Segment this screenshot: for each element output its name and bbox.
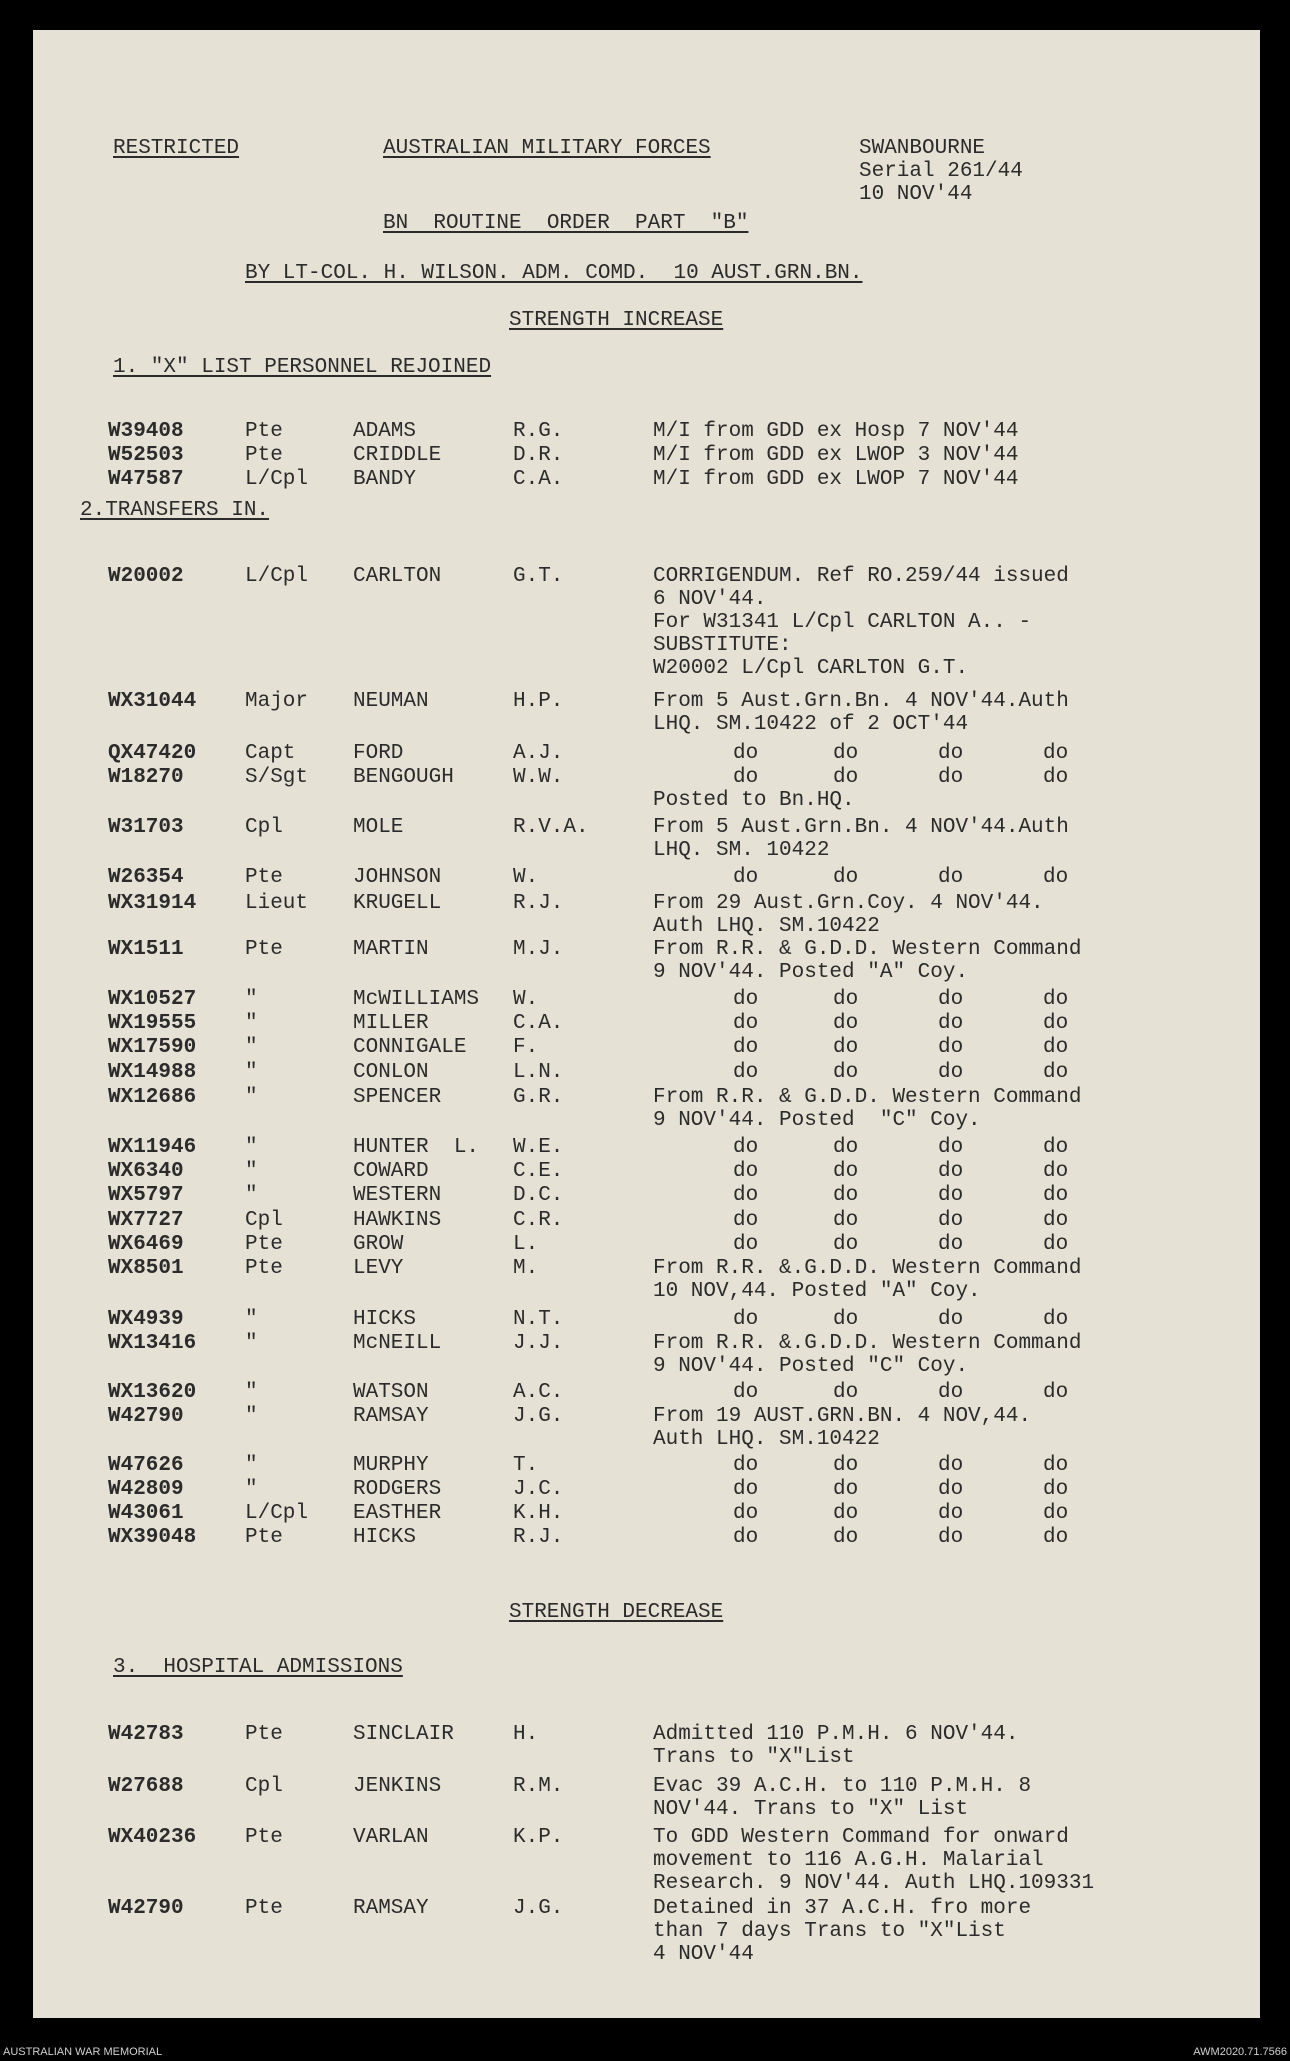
transfer-initials: R.J. <box>513 1526 564 1549</box>
transfer-rank: " <box>245 988 258 1011</box>
transfer-service-number: WX6469 <box>108 1233 184 1256</box>
transfer-ditto-mark: do <box>938 988 964 1011</box>
transfer-ditto-mark: do <box>833 1454 859 1477</box>
transfer-ditto-mark: do <box>833 1036 859 1059</box>
transfer-service-number: WX19555 <box>108 1012 197 1035</box>
transfer-service-number: WX14988 <box>108 1061 197 1084</box>
transfer-service-number: W20002 <box>108 565 184 588</box>
x-list-service-number: W39408 <box>108 420 184 443</box>
transfer-ditto-mark: do <box>833 1160 859 1183</box>
transfer-ditto-mark: do <box>938 866 964 889</box>
transfer-service-number: W43061 <box>108 1502 184 1525</box>
transfer-surname: McNEILL <box>353 1332 442 1355</box>
transfer-initials: J.J. <box>513 1332 564 1355</box>
hospital-remarks-line: 4 NOV'44 <box>653 1943 754 1966</box>
transfer-initials: G.R. <box>513 1086 564 1109</box>
transfer-ditto-mark: do <box>1043 1209 1069 1232</box>
transfer-ditto-mark: do <box>733 1036 759 1059</box>
transfer-ditto-mark: do <box>1043 1160 1069 1183</box>
transfer-service-number: WX11946 <box>108 1136 197 1159</box>
transfer-surname: CONNIGALE <box>353 1036 467 1059</box>
order-title: BN ROUTINE ORDER PART "B" <box>383 212 749 235</box>
transfer-service-number: W42809 <box>108 1478 184 1501</box>
transfer-ditto-mark: do <box>938 742 964 765</box>
transfer-ditto-mark: do <box>1043 1381 1069 1404</box>
transfer-surname: FORD <box>353 742 404 765</box>
transfer-rank: Pte <box>245 938 283 961</box>
hospital-rank: Pte <box>245 1723 283 1746</box>
serial-number: Serial 261/44 <box>859 160 1023 183</box>
transfer-ditto-mark: do <box>938 1184 964 1207</box>
x-list-surname: ADAMS <box>353 420 417 443</box>
footer-accession-number: AWM2020.71.7566 <box>1193 2046 1287 2058</box>
x-list-rank: Pte <box>245 444 283 467</box>
transfer-surname: MOLE <box>353 816 404 839</box>
transfer-rank: " <box>245 1136 258 1159</box>
transfer-ditto-mark: do <box>1043 1502 1069 1525</box>
transfer-ditto-mark: do <box>938 1233 964 1256</box>
hospital-service-number: WX40236 <box>108 1826 197 1849</box>
transfer-service-number: WX1511 <box>108 938 184 961</box>
transfer-surname: EASTHER <box>353 1502 442 1525</box>
transfer-rank: L/Cpl <box>245 565 309 588</box>
transfer-ditto-mark: do <box>938 1454 964 1477</box>
transfer-service-number: WX39048 <box>108 1526 197 1549</box>
transfer-surname: LEVY <box>353 1257 404 1280</box>
transfer-rank: " <box>245 1308 258 1331</box>
x-list-service-number: W47587 <box>108 468 184 491</box>
transfer-ditto-mark: do <box>733 742 759 765</box>
transfer-rank: Cpl <box>245 1209 283 1232</box>
transfer-ditto-mark: do <box>833 1184 859 1207</box>
transfer-surname: RODGERS <box>353 1478 442 1501</box>
transfer-rank: L/Cpl <box>245 1502 309 1525</box>
transfer-rank: " <box>245 1061 258 1084</box>
x-list-initials: R.G. <box>513 420 564 443</box>
transfer-remarks-line: Auth LHQ. SM.10422 <box>653 915 880 938</box>
transfer-rank: Lieut <box>245 892 309 915</box>
transfer-service-number: W47626 <box>108 1454 184 1477</box>
transfer-rank: " <box>245 1012 258 1035</box>
transfer-initials: G.T. <box>513 565 564 588</box>
transfer-remarks-line: LHQ. SM. 10422 <box>653 839 830 862</box>
hospital-initials: J.G. <box>513 1897 564 1920</box>
transfer-ditto-mark: do <box>1043 1526 1069 1549</box>
transfer-ditto-mark: do <box>833 1012 859 1035</box>
transfer-service-number: WX31044 <box>108 690 197 713</box>
transfer-rank: " <box>245 1405 258 1428</box>
hospital-surname: SINCLAIR <box>353 1723 454 1746</box>
transfer-ditto-mark: do <box>938 1526 964 1549</box>
transfer-remarks-line: W20002 L/Cpl CARLTON G.T. <box>653 657 969 680</box>
transfer-ditto-mark: do <box>833 1381 859 1404</box>
transfer-initials: N.T. <box>513 1308 564 1331</box>
transfer-surname: JOHNSON <box>353 866 442 889</box>
transfer-surname: WATSON <box>353 1381 429 1404</box>
transfer-ditto-mark: do <box>733 1233 759 1256</box>
transfer-service-number: WX10527 <box>108 988 197 1011</box>
transfer-surname: NEUMAN <box>353 690 429 713</box>
transfer-service-number: QX47420 <box>108 742 197 765</box>
hospital-remarks-line: movement to 116 A.G.H. Malarial <box>653 1849 1044 1872</box>
transfer-rank: " <box>245 1184 258 1207</box>
transfer-surname: COWARD <box>353 1160 429 1183</box>
transfer-surname: GROW <box>353 1233 404 1256</box>
transfer-service-number: WX6340 <box>108 1160 184 1183</box>
transfer-initials: J.C. <box>513 1478 564 1501</box>
transfer-ditto-mark: do <box>733 1454 759 1477</box>
transfer-remarks-line: From R.R. &.G.D.D. Western Command <box>653 1257 1082 1280</box>
transfer-service-number: WX5797 <box>108 1184 184 1207</box>
transfer-initials: M.J. <box>513 938 564 961</box>
transfer-service-number: W42790 <box>108 1405 184 1428</box>
transfer-remarks-line: SUBSTITUTE: <box>653 634 792 657</box>
hospital-initials: R.M. <box>513 1775 564 1798</box>
transfer-remarks-line: 9 NOV'44. Posted "C" Coy. <box>653 1109 981 1132</box>
transfer-ditto-mark: do <box>938 1209 964 1232</box>
transfer-remarks-line: 9 NOV'44. Posted "A" Coy. <box>653 961 969 984</box>
transfer-remarks-line: CORRIGENDUM. Ref RO.259/44 issued <box>653 565 1069 588</box>
transfer-remarks-line: From 5 Aust.Grn.Bn. 4 NOV'44.Auth <box>653 690 1069 713</box>
transfer-surname: MURPHY <box>353 1454 429 1477</box>
transfer-initials: L.N. <box>513 1061 564 1084</box>
transfer-remarks-line: From R.R. &.G.D.D. Western Command <box>653 1332 1082 1355</box>
transfer-surname: HAWKINS <box>353 1209 442 1232</box>
transfer-ditto-mark: do <box>1043 1308 1069 1331</box>
transfer-ditto-mark: do <box>1043 1184 1069 1207</box>
transfer-remarks-line: LHQ. SM.10422 of 2 OCT'44 <box>653 713 969 736</box>
transfer-ditto-mark: do <box>938 1308 964 1331</box>
transfer-ditto-mark: do <box>833 1136 859 1159</box>
transfer-rank: Pte <box>245 1526 283 1549</box>
hospital-initials: K.P. <box>513 1826 564 1849</box>
hospital-service-number: W27688 <box>108 1775 184 1798</box>
transfer-ditto-mark: do <box>733 1381 759 1404</box>
transfer-ditto-mark: do <box>1043 988 1069 1011</box>
transfer-initials: T. <box>513 1454 539 1477</box>
transfer-surname: CONLON <box>353 1061 429 1084</box>
hospital-rank: Pte <box>245 1826 283 1849</box>
hospital-remarks-line: than 7 days Trans to "X"List <box>653 1920 1006 1943</box>
transfer-ditto-mark: do <box>733 988 759 1011</box>
transfer-ditto-mark: do <box>833 1233 859 1256</box>
hospital-remarks-line: Evac 39 A.C.H. to 110 P.M.H. 8 <box>653 1775 1032 1798</box>
transfer-remarks-line: From 29 Aust.Grn.Coy. 4 NOV'44. <box>653 892 1044 915</box>
transfer-remarks-line: From 5 Aust.Grn.Bn. 4 NOV'44.Auth <box>653 816 1069 839</box>
transfer-service-number: WX17590 <box>108 1036 197 1059</box>
transfer-ditto-mark: do <box>733 1061 759 1084</box>
transfer-ditto-mark: do <box>938 1036 964 1059</box>
hospital-remarks-line: NOV'44. Trans to "X" List <box>653 1798 969 1821</box>
transfer-ditto-mark: do <box>938 1061 964 1084</box>
transfer-surname: KRUGELL <box>353 892 442 915</box>
strength-increase-heading: STRENGTH INCREASE <box>509 309 724 332</box>
footer-credit: AUSTRALIAN WAR MEMORIAL <box>3 2046 163 2058</box>
transfer-service-number: WX4939 <box>108 1308 184 1331</box>
hospital-service-number: W42783 <box>108 1723 184 1746</box>
hospital-heading: 3. HOSPITAL ADMISSIONS <box>113 1656 403 1679</box>
transfer-ditto-mark: do <box>1043 1136 1069 1159</box>
transfer-surname: HUNTER L. <box>353 1136 480 1159</box>
hospital-surname: JENKINS <box>353 1775 442 1798</box>
transfer-ditto-mark: do <box>733 1136 759 1159</box>
x-list-remarks-line: M/I from GDD ex LWOP 3 NOV'44 <box>653 444 1019 467</box>
transfer-remarks-line: Posted to Bn.HQ. <box>653 789 855 812</box>
transfer-ditto-mark: do <box>833 1308 859 1331</box>
transfer-initials: A.J. <box>513 742 564 765</box>
transfer-remarks-line: Auth LHQ. SM.10422 <box>653 1428 880 1451</box>
transfer-rank: Pte <box>245 1233 283 1256</box>
document-page <box>33 30 1260 2018</box>
transfer-ditto-mark: do <box>733 1160 759 1183</box>
transfer-ditto-mark: do <box>1043 766 1069 789</box>
transfer-initials: W. <box>513 988 539 1011</box>
transfer-ditto-mark: do <box>733 1502 759 1525</box>
transfer-remarks-line: 6 NOV'44. <box>653 588 767 611</box>
transfer-rank: " <box>245 1478 258 1501</box>
transfer-initials: F. <box>513 1036 539 1059</box>
transfer-ditto-mark: do <box>1043 866 1069 889</box>
transfer-initials: A.C. <box>513 1381 564 1404</box>
transfer-surname: WESTERN <box>353 1184 442 1207</box>
hospital-remarks-line: Detained in 37 A.C.H. fro more <box>653 1897 1032 1920</box>
transfer-ditto-mark: do <box>938 1478 964 1501</box>
transfer-initials: K.H. <box>513 1502 564 1525</box>
transfer-initials: R.V.A. <box>513 816 589 839</box>
transfer-rank: Major <box>245 690 309 713</box>
transfer-ditto-mark: do <box>1043 1061 1069 1084</box>
transfers-heading: 2.TRANSFERS IN. <box>80 499 270 522</box>
transfer-surname: RAMSAY <box>353 1405 429 1428</box>
hospital-surname: RAMSAY <box>353 1897 429 1920</box>
transfer-initials: W.W. <box>513 766 564 789</box>
transfer-surname: MARTIN <box>353 938 429 961</box>
hospital-service-number: W42790 <box>108 1897 184 1920</box>
transfer-rank: S/Sgt <box>245 766 309 789</box>
transfer-rank: Capt <box>245 742 296 765</box>
location: SWANBOURNE <box>859 137 986 160</box>
x-list-rank: L/Cpl <box>245 468 309 491</box>
transfer-remarks-line: 9 NOV'44. Posted "C" Coy. <box>653 1355 969 1378</box>
classification-marking: RESTRICTED <box>113 137 240 160</box>
transfer-remarks-line: From R.R. & G.D.D. Western Command <box>653 938 1082 961</box>
transfer-service-number: WX13620 <box>108 1381 197 1404</box>
transfer-initials: C.A. <box>513 1012 564 1035</box>
transfer-ditto-mark: do <box>833 766 859 789</box>
transfer-ditto-mark: do <box>833 742 859 765</box>
transfer-surname: SPENCER <box>353 1086 442 1109</box>
transfer-service-number: WX31914 <box>108 892 197 915</box>
transfer-initials: C.E. <box>513 1160 564 1183</box>
transfer-ditto-mark: do <box>938 766 964 789</box>
transfer-ditto-mark: do <box>1043 1012 1069 1035</box>
transfer-rank: " <box>245 1332 258 1355</box>
transfer-remarks-line: 10 NOV,44. Posted "A" Coy. <box>653 1280 981 1303</box>
x-list-remarks-line: M/I from GDD ex Hosp 7 NOV'44 <box>653 420 1019 443</box>
transfer-ditto-mark: do <box>833 1502 859 1525</box>
transfer-ditto-mark: do <box>733 1478 759 1501</box>
transfer-remarks-line: From 19 AUST.GRN.BN. 4 NOV,44. <box>653 1405 1032 1428</box>
footer-bar <box>0 2044 1290 2061</box>
transfer-ditto-mark: do <box>938 1136 964 1159</box>
transfer-remarks-line: For W31341 L/Cpl CARLTON A.. - <box>653 611 1032 634</box>
transfer-remarks-line: From R.R. & G.D.D. Western Command <box>653 1086 1082 1109</box>
transfer-service-number: WX13416 <box>108 1332 197 1355</box>
x-list-service-number: W52503 <box>108 444 184 467</box>
transfer-ditto-mark: do <box>833 1526 859 1549</box>
transfer-surname: CARLTON <box>353 565 442 588</box>
transfer-ditto-mark: do <box>833 866 859 889</box>
transfer-service-number: W31703 <box>108 816 184 839</box>
transfer-rank: Pte <box>245 866 283 889</box>
strength-decrease-heading: STRENGTH DECREASE <box>509 1601 724 1624</box>
transfer-initials: R.J. <box>513 892 564 915</box>
hospital-rank: Pte <box>245 1897 283 1920</box>
hospital-remarks-line: Research. 9 NOV'44. Auth LHQ.109331 <box>653 1872 1095 1895</box>
x-list-initials: D.R. <box>513 444 564 467</box>
transfer-ditto-mark: do <box>733 1012 759 1035</box>
issuing-authority: BY LT-COL. H. WILSON. ADM. COMD. 10 AUST.GRN.BN. <box>245 262 863 285</box>
transfer-initials: L. <box>513 1233 539 1256</box>
transfer-ditto-mark: do <box>1043 1233 1069 1256</box>
transfer-service-number: WX7727 <box>108 1209 184 1232</box>
transfer-surname: HICKS <box>353 1526 417 1549</box>
transfer-ditto-mark: do <box>1043 742 1069 765</box>
transfer-service-number: W18270 <box>108 766 184 789</box>
transfer-ditto-mark: do <box>1043 1454 1069 1477</box>
transfer-surname: MILLER <box>353 1012 429 1035</box>
hospital-initials: H. <box>513 1723 539 1746</box>
transfer-rank: " <box>245 1086 258 1109</box>
x-list-initials: C.A. <box>513 468 564 491</box>
transfer-ditto-mark: do <box>833 1478 859 1501</box>
transfer-service-number: WX8501 <box>108 1257 184 1280</box>
x-list-remarks-line: M/I from GDD ex LWOP 7 NOV'44 <box>653 468 1019 491</box>
transfer-service-number: W26354 <box>108 866 184 889</box>
transfer-ditto-mark: do <box>733 766 759 789</box>
transfer-initials: W.E. <box>513 1136 564 1159</box>
transfer-ditto-mark: do <box>733 1308 759 1331</box>
transfer-rank: " <box>245 1036 258 1059</box>
transfer-rank: " <box>245 1160 258 1183</box>
transfer-ditto-mark: do <box>733 1526 759 1549</box>
transfer-initials: H.P. <box>513 690 564 713</box>
transfer-ditto-mark: do <box>733 866 759 889</box>
transfer-ditto-mark: do <box>833 988 859 1011</box>
transfer-rank: " <box>245 1454 258 1477</box>
transfer-ditto-mark: do <box>833 1209 859 1232</box>
transfer-ditto-mark: do <box>733 1184 759 1207</box>
transfer-rank: Cpl <box>245 816 283 839</box>
x-list-surname: CRIDDLE <box>353 444 442 467</box>
transfer-service-number: WX12686 <box>108 1086 197 1109</box>
transfer-surname: McWILLIAMS <box>353 988 480 1011</box>
transfer-initials: D.C. <box>513 1184 564 1207</box>
transfer-initials: M. <box>513 1257 539 1280</box>
organisation-heading: AUSTRALIAN MILITARY FORCES <box>383 137 711 160</box>
transfer-ditto-mark: do <box>833 1061 859 1084</box>
transfer-initials: W. <box>513 866 539 889</box>
transfer-initials: J.G. <box>513 1405 564 1428</box>
hospital-remarks-line: Admitted 110 P.M.H. 6 NOV'44. <box>653 1723 1019 1746</box>
transfer-ditto-mark: do <box>1043 1478 1069 1501</box>
transfer-ditto-mark: do <box>733 1209 759 1232</box>
transfer-rank: Pte <box>245 1257 283 1280</box>
x-list-surname: BANDY <box>353 468 417 491</box>
order-date: 10 NOV'44 <box>859 183 973 206</box>
transfer-ditto-mark: do <box>938 1012 964 1035</box>
x-list-heading: 1. "X" LIST PERSONNEL REJOINED <box>113 356 492 379</box>
transfer-initials: C.R. <box>513 1209 564 1232</box>
transfer-ditto-mark: do <box>938 1502 964 1525</box>
transfer-ditto-mark: do <box>1043 1036 1069 1059</box>
transfer-ditto-mark: do <box>938 1381 964 1404</box>
hospital-rank: Cpl <box>245 1775 283 1798</box>
transfer-ditto-mark: do <box>938 1160 964 1183</box>
x-list-rank: Pte <box>245 420 283 443</box>
transfer-surname: BENGOUGH <box>353 766 454 789</box>
transfer-surname: HICKS <box>353 1308 417 1331</box>
hospital-surname: VARLAN <box>353 1826 429 1849</box>
transfer-rank: " <box>245 1381 258 1404</box>
hospital-remarks-line: To GDD Western Command for onward <box>653 1826 1069 1849</box>
hospital-remarks-line: Trans to "X"List <box>653 1746 855 1769</box>
